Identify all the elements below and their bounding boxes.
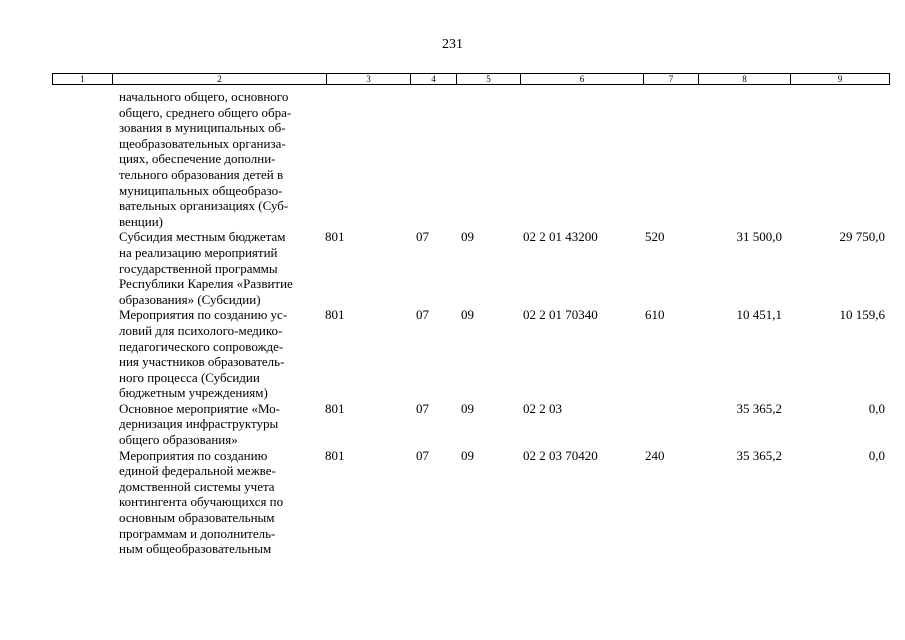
header-col-4: 4 xyxy=(411,74,457,84)
row-amount-1: 35 365,2 xyxy=(736,447,782,463)
name-line: Мероприятия по созданию ус- xyxy=(119,307,288,323)
name-line: программам и дополнитель- xyxy=(119,525,276,541)
row-expense-type: 520 xyxy=(645,229,665,245)
name-line: Мероприятия по созданию xyxy=(119,447,268,463)
row-name xyxy=(52,307,322,401)
row-section: 07 xyxy=(416,307,429,323)
header-col-7: 7 xyxy=(644,74,699,84)
row-amount-2: 29 750,0 xyxy=(839,229,885,245)
header-col-3: 3 xyxy=(327,74,411,84)
name-line: вательных организациях (Суб- xyxy=(119,198,289,214)
row-amount-2: 10 159,6 xyxy=(839,307,885,323)
name-line: ния участников образователь- xyxy=(119,354,285,370)
name-line: домственной системы учета xyxy=(119,478,275,494)
table-header xyxy=(52,73,890,85)
table-row xyxy=(52,89,885,229)
name-line: Субсидия местным бюджетам xyxy=(119,229,286,245)
header-col-1: 1 xyxy=(53,74,113,84)
header-col-9: 9 xyxy=(837,74,843,84)
row-section: 07 xyxy=(416,447,429,463)
row-target-article: 02 2 01 43200 xyxy=(523,229,598,245)
name-line: ным общеобразовательным xyxy=(119,541,272,557)
name-line: единой федеральной межве- xyxy=(119,463,276,479)
row-section: 07 xyxy=(416,400,429,416)
row-subsection xyxy=(453,89,517,229)
name-line: основным образовательным xyxy=(119,510,275,526)
header-col-8: 8 xyxy=(699,74,791,84)
row-code-admin: 801 xyxy=(325,307,345,323)
row-amount-2: 0,0 xyxy=(868,400,885,416)
name-line: государственной программы xyxy=(119,260,278,276)
name-line: тельного образования детей в xyxy=(119,166,284,182)
name-line: циях, обеспечение дополни- xyxy=(119,151,276,167)
table-row xyxy=(52,448,885,557)
row-section: 07 xyxy=(416,229,429,245)
name-line: бюджетным учреждениям) xyxy=(119,385,268,401)
row-subsection: 09 xyxy=(461,307,474,323)
name-line: образования» (Субсидии) xyxy=(119,291,261,307)
name-line: контингента обучающихся по xyxy=(119,494,284,510)
name-line: щеобразовательных организа- xyxy=(119,135,286,151)
row-target-article xyxy=(517,89,640,229)
row-code-admin: 801 xyxy=(325,447,345,463)
name-line: Основное мероприятие «Мо- xyxy=(119,400,281,416)
header-col-2: 2 xyxy=(113,74,327,84)
row-subsection: 09 xyxy=(461,229,474,245)
row-name xyxy=(52,89,322,229)
name-line: дернизация инфраструктуры xyxy=(119,416,279,432)
row-target-article: 02 2 01 70340 xyxy=(523,307,598,323)
name-line: общего, среднего общего обра- xyxy=(119,104,292,120)
row-subsection: 09 xyxy=(461,447,474,463)
table-row xyxy=(52,229,885,307)
header-col-5: 5 xyxy=(457,74,521,84)
name-line: педагогического сопровожде- xyxy=(119,338,284,354)
name-line: зования в муниципальных об- xyxy=(119,120,286,136)
row-section xyxy=(407,89,453,229)
row-target-article: 02 2 03 xyxy=(523,400,562,416)
table-row xyxy=(52,307,885,401)
row-code-admin: 801 xyxy=(325,400,345,416)
name-line: на реализацию мероприятий xyxy=(119,244,278,260)
row-name xyxy=(52,448,322,557)
table-body xyxy=(52,89,885,557)
row-code-admin: 801 xyxy=(325,229,345,245)
row-amount-1: 31 500,0 xyxy=(736,229,782,245)
name-line: муниципальных общеобразо- xyxy=(119,182,283,198)
row-expense-type: 240 xyxy=(645,447,665,463)
row-name xyxy=(52,401,322,448)
table-row xyxy=(52,401,885,448)
row-amount-2 xyxy=(787,89,885,229)
row-expense-type xyxy=(640,401,695,448)
name-line: ного процесса (Субсидии xyxy=(119,369,260,385)
row-name xyxy=(52,229,322,307)
row-expense-type: 610 xyxy=(645,307,665,323)
page-number: 231 xyxy=(442,37,463,52)
name-line: ловий для психолого-медико- xyxy=(119,322,283,338)
row-target-article: 02 2 03 70420 xyxy=(523,447,598,463)
row-amount-1 xyxy=(695,89,787,229)
row-subsection: 09 xyxy=(461,400,474,416)
row-amount-1: 35 365,2 xyxy=(736,400,782,416)
row-code-admin xyxy=(322,89,407,229)
name-line: общего образования» xyxy=(119,432,238,448)
row-expense-type xyxy=(640,89,695,229)
name-line: Республики Карелия «Развитие xyxy=(119,276,293,292)
name-line: венции) xyxy=(119,213,163,229)
row-amount-2: 0,0 xyxy=(868,447,885,463)
row-amount-1: 10 451,1 xyxy=(736,307,782,323)
name-line: начального общего, основного xyxy=(119,89,289,104)
header-col-6: 6 xyxy=(521,74,644,84)
